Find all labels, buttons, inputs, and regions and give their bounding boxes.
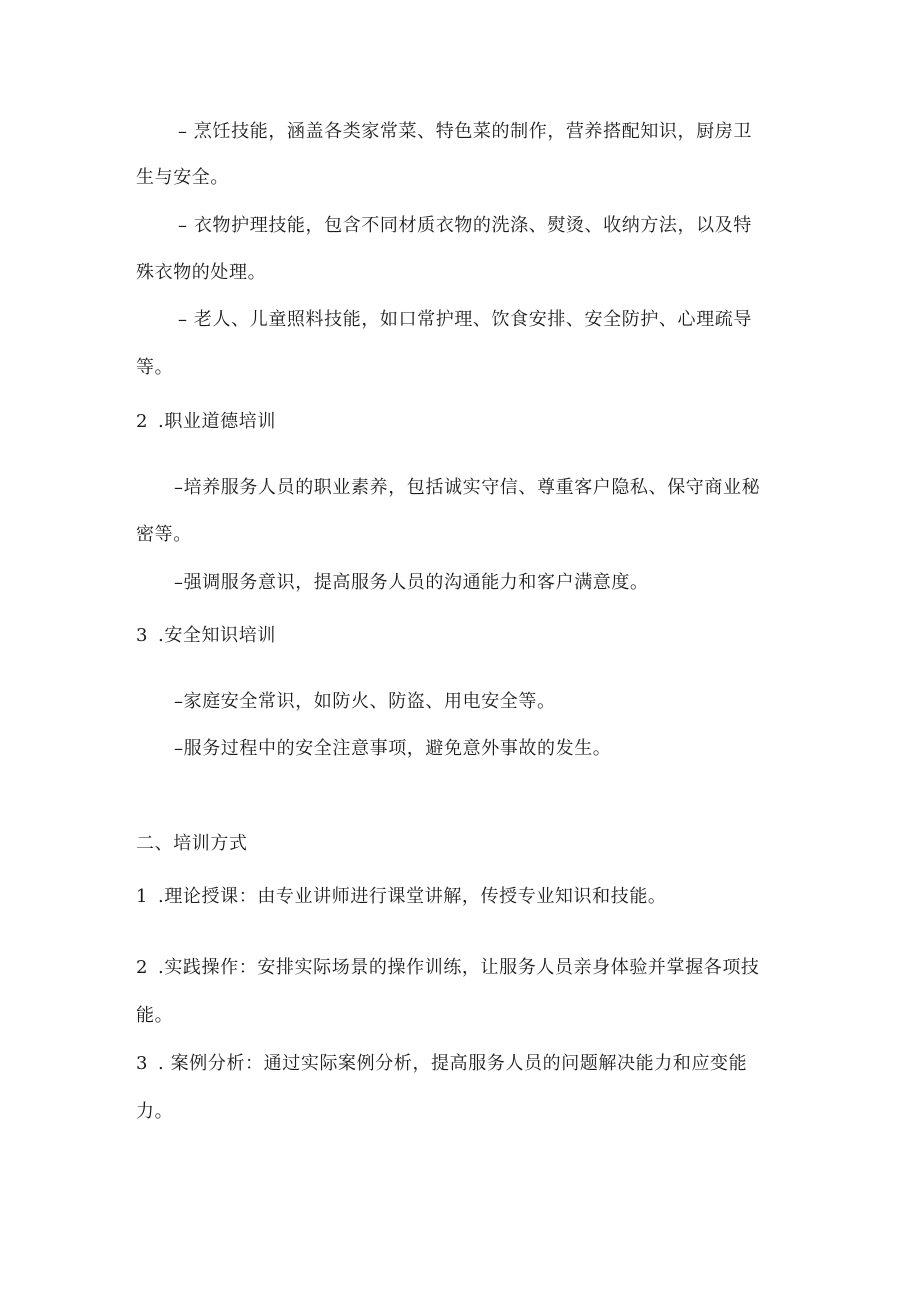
item-number: 1 [136,886,149,907]
cooking-skill-line-1: – 烹饪技能，涵盖各类家常菜、特色菜的制作，营养搭配知识，厨房卫 [178,121,752,142]
ethics-line-2: 密等。 [136,524,192,545]
service-awareness-line: –强调服务意识，提高服务人员的沟通能力和客户满意度。 [174,572,649,593]
heading-text: .安全知识培训 [158,625,276,646]
item-text: .理论授课：由专业讲师进行课堂讲解，传授专业知识和技能。 [158,886,667,907]
method-theory-lecture [136,885,667,909]
clothing-care-line-1: – 衣物护理技能，包含不同材质衣物的洗涤、熨烫、收纳方法，以及特 [178,215,752,236]
item-text: .实践操作：安排实际场景的操作训练，让服务人员亲身体验并掌握各项技 [158,957,760,978]
elder-child-care-line-1: – 老人、儿童照料技能，如口常护理、饮食安排、安全防护、心理疏导 [178,309,752,330]
heading-number: 2 [136,411,149,432]
item-number: 3 [136,1053,149,1074]
method-case-analysis-line-1 [136,1052,747,1076]
elder-child-care-line-2: 等。 [136,357,174,378]
section-title-training-methods: 二、培训方式 [136,833,248,854]
method-case-analysis-line-2: 力。 [136,1101,174,1122]
item-text: . 案例分析：通过实际案例分析，提高服务人员的问题解决能力和应变能 [158,1053,748,1074]
method-practice-line-2: 能。 [136,1005,174,1026]
item-number: 2 [136,957,149,978]
heading-text: .职业道德培训 [158,411,276,432]
heading-safety-training [136,624,276,648]
service-safety-line: –服务过程中的安全注意事项，避免意外事故的发生。 [174,738,612,759]
method-practice-line-1 [136,956,760,980]
heading-ethics-training [136,410,276,434]
home-safety-line: –家庭安全常识，如防火、防盗、用电安全等。 [174,691,556,712]
cooking-skill-line-2: 生与安全。 [136,167,229,188]
ethics-line-1: –培养服务人员的职业素养，包括诚实守信、尊重客户隐私、保守商业秘 [174,477,761,498]
clothing-care-line-2: 殊衣物的处理。 [136,262,267,283]
heading-number: 3 [136,625,149,646]
